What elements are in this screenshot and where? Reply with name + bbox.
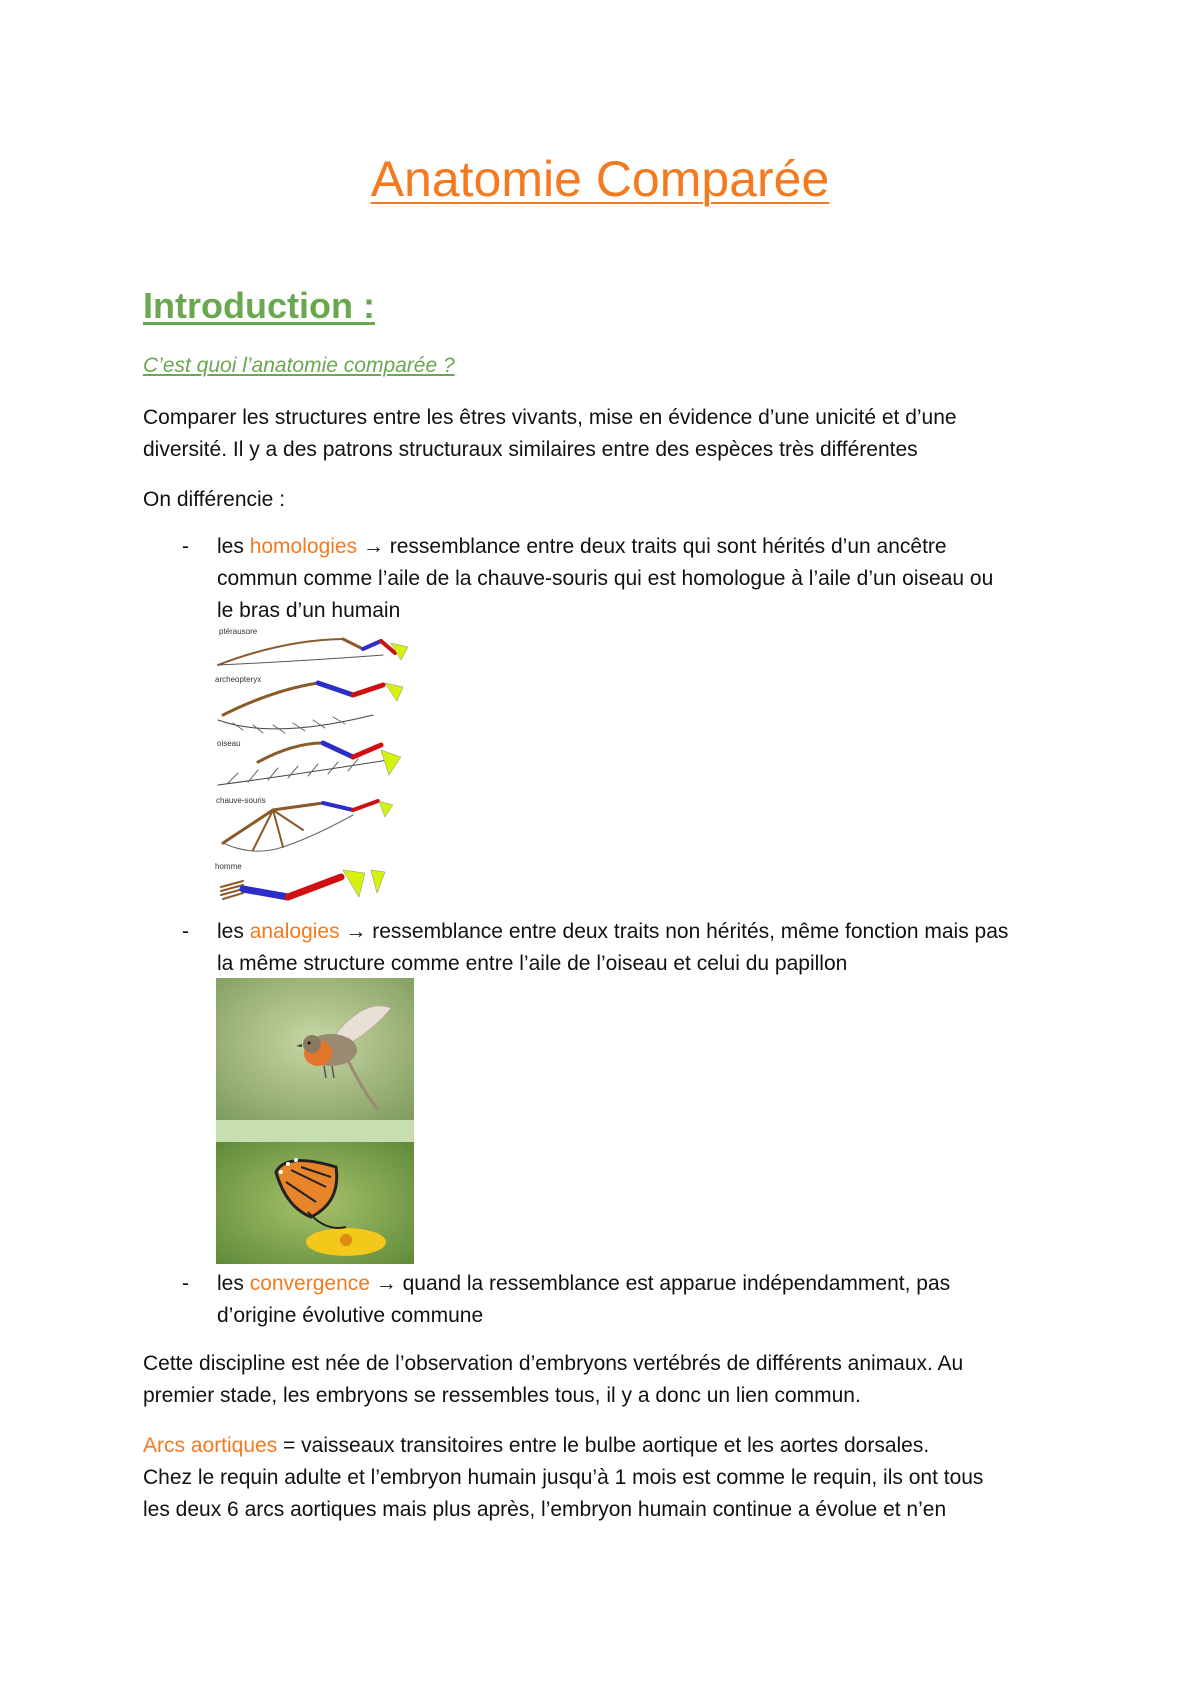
butterfly-photo [216, 1142, 414, 1264]
embryo-paragraph: Cette discipline est née de l’observation d’embryons vertébrés de différents animaux. Au premier stade, les embryons se ressembles tous, il y a donc un lien commun. [143, 1352, 964, 1407]
archaeopteryx-wing [218, 683, 403, 733]
label-archaeopteryx: archeopteryx [215, 675, 262, 684]
intro-line-1: Comparer les structures entre les êtres vivants, mise en évidence d’une unicité et d’une [143, 406, 957, 429]
robin-photo [216, 978, 414, 1120]
bullet-analogies: les analogies → ressemblance entre deux traits non hérités, même fonction mais pas la même structure comme entre l’aile de l’oiseau et celui du papillon [217, 920, 1009, 975]
section-heading-introduction: Introduction : [143, 285, 375, 326]
label-pterosaur: ptérausore [219, 627, 258, 636]
term-arcs-aortiques: Arcs aortiques [143, 1434, 278, 1457]
question-subheading: C’est quoi l’anatomie comparée ? [143, 354, 455, 377]
intro-line-2: diversité. Il y a des patrons structuraux similaires entre des espèces très différentes [143, 438, 918, 461]
bullet-dash: - [182, 1272, 189, 1295]
label-bird: oiseau [217, 739, 241, 748]
bullet-dash: - [182, 920, 189, 943]
term-homologies: homologies [249, 535, 358, 558]
bullet-homologies: les homologies → ressemblance entre deux traits qui sont hérités d’un ancêtre commun comme l’aile de la chauve-souris qui est homologue à l’aile d’un oiseau ou le bras d’un humain [217, 535, 994, 622]
bat-wing [223, 801, 393, 851]
human-arm [221, 870, 385, 899]
homology-skeleton-figure [213, 625, 425, 910]
bird-wing [218, 743, 401, 785]
bullet-convergence: les convergence → quand la ressemblance est apparue indépendamment, pas d’origine évolutive commune [217, 1272, 951, 1327]
on-differencie: On différencie : [143, 488, 286, 511]
photo-divider [216, 1120, 414, 1142]
pterosaur-wing [218, 639, 408, 665]
page-title: Anatomie Comparée [370, 151, 830, 207]
term-analogies: analogies [249, 920, 340, 943]
arcs-paragraph: Arcs aortiques = vaisseaux transitoires entre le bulbe aortique et les aortes dorsales. Chez le requin adulte et l’embryon humain jusqu’à 1 mois est comme le requin, ils ont tous les deux 6 arcs aortiques mais plus après, l’embryon humain continue a évolue et n’en [143, 1434, 984, 1521]
term-convergence: convergence [249, 1272, 370, 1295]
intro-paragraph [143, 402, 1043, 466]
bullet-dash: - [182, 535, 189, 558]
label-human: homme [215, 862, 242, 871]
label-bat: chauve-souris [216, 796, 266, 805]
